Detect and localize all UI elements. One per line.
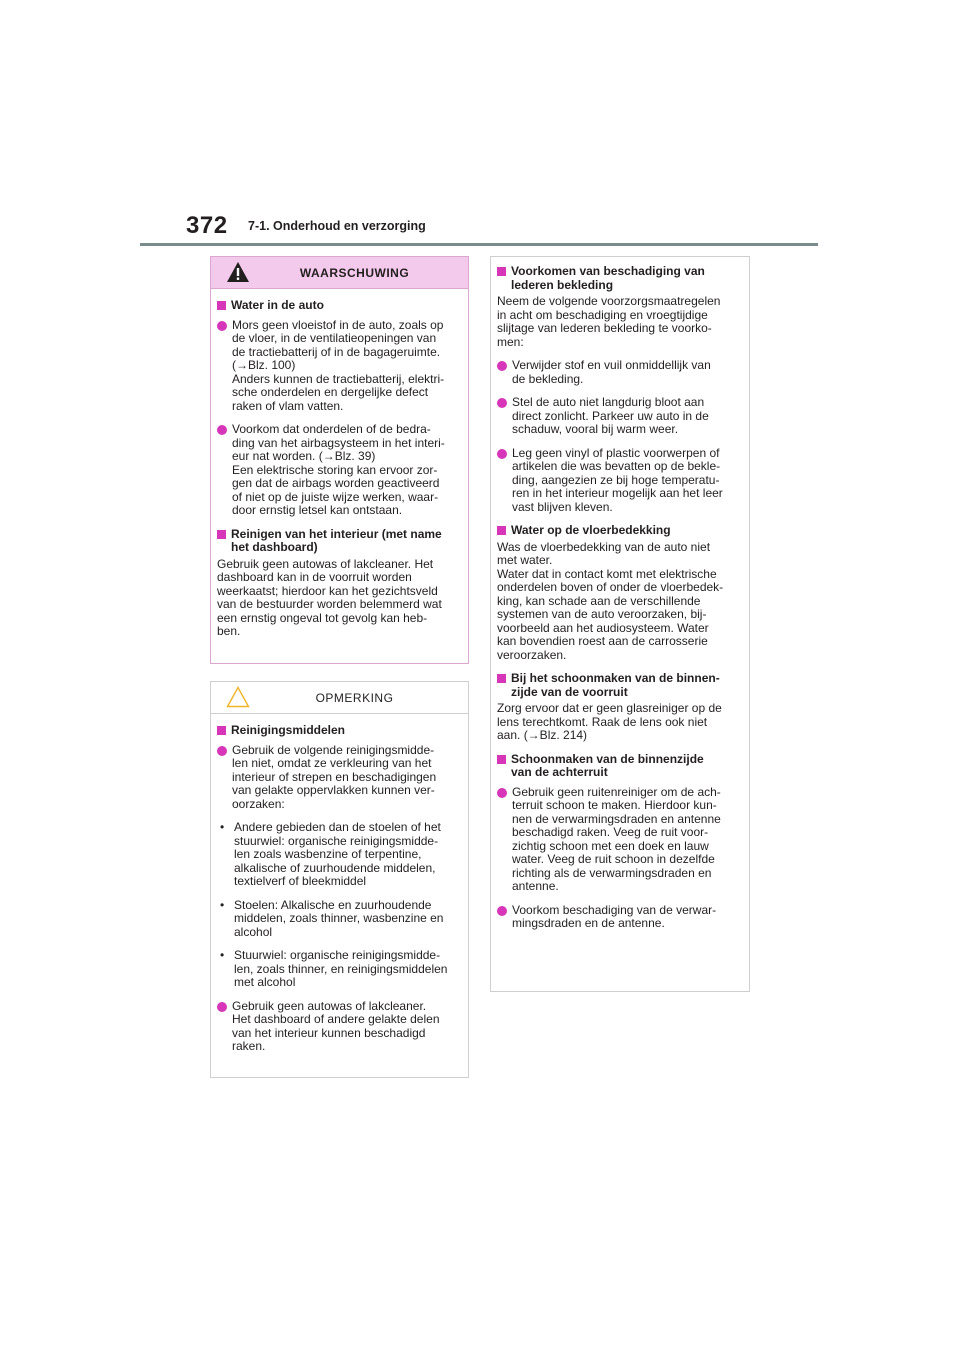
right-bullet-sunlight: [497, 396, 744, 437]
bullet-text: Voorkom beschadiging van de verwar- mingsdraden en de antenne.: [512, 902, 717, 930]
circle-bullet-icon: [497, 449, 507, 459]
bullet-text: Leg geen vinyl of plastic voorwerpen of artikelen die was bevatten op de bekle- ding, aangezien ze bij hoge temperatu- ren in het interieur mogelijk aan het leer vast blijven kleven.: [512, 445, 723, 514]
bullet-text: Gebruik de volgende reinigingsmidde- len niet, omdat ze verkleuring van het interieur of strepen en beschadigingen van gelakte oppervlakken kunnen ver- oorzaken:: [232, 742, 437, 811]
note-sub-item-steering-wheel: [217, 949, 463, 990]
bullet-text: Voorkom dat onderdelen of de bedra- ding van het airbagsysteem in het interi- eur nat worden. (→Blz. 39) Een elektrische storing kan ervoor zor- gen dat de airbags worden geactiveerd of niet op de juiste wijze werken, waar- door ernstig letsel kan ontstaan.: [232, 422, 445, 517]
heading-text: Reinigingsmiddelen: [231, 723, 346, 737]
circle-bullet-icon: [497, 361, 507, 371]
right-bullet-vinyl: [497, 447, 744, 515]
heading-text: Reinigen van het interieur (met name het dashboard): [231, 526, 442, 554]
right-bullet-rear-window: [497, 786, 744, 894]
circle-bullet-icon: [217, 746, 227, 756]
warning-paragraph-dashboard: Gebruik geen autowas of lakcleaner. Het dashboard kan in de voorruit worden weerkaatst; hierdoor kan het gezichtsveld van de bestuurder worden belemmerd wat een ernstig ongeval tot gevolg kan heb- ben.: [217, 556, 442, 638]
note-header: [211, 682, 468, 714]
right-paragraph-leather: Neem de volgende voorzorgsmaatregelen in acht om beschadiging en vroegtijdige slijtage van lederen bekleding te voorko- men:: [497, 294, 721, 349]
warning-bullet-airbag: [217, 423, 463, 518]
square-bullet-icon: [497, 674, 506, 683]
note-sub-item-other-areas: [217, 821, 463, 889]
square-bullet-icon: [217, 530, 226, 539]
note-box: [210, 681, 469, 1078]
square-bullet-icon: [217, 726, 226, 735]
sub-bullet: •: [220, 897, 225, 912]
warning-heading-dashboard: [217, 528, 463, 555]
square-bullet-icon: [497, 755, 506, 764]
heading-text: Schoonmaken van de binnenzijde van de achterruit: [511, 751, 704, 779]
circle-bullet-icon: [497, 906, 507, 916]
section-title: 7-1. Onderhoud en verzorging: [248, 219, 426, 233]
right-heading-leather: [497, 265, 744, 292]
bullet-text: Verwijder stof en vuil onmiddellijk van de bekleding.: [512, 358, 711, 386]
warning-box: [210, 256, 469, 664]
warning-bullet-spill: [217, 319, 463, 414]
heading-text: Water op de vloerbedekking: [511, 523, 671, 537]
note-heading-cleaners: [217, 724, 463, 738]
circle-bullet-icon: [497, 788, 507, 798]
warning-triangle-icon: [226, 261, 250, 283]
right-bullet-dust: [497, 359, 744, 386]
sub-bullet: •: [220, 820, 225, 834]
square-bullet-icon: [217, 301, 226, 310]
square-bullet-icon: [497, 267, 506, 276]
heading-text: Bij het schoonmaken van de binnen- zijde van de voorruit: [511, 671, 720, 699]
circle-bullet-icon: [217, 321, 227, 331]
warning-header: [211, 257, 468, 289]
right-column-box: [490, 256, 750, 992]
right-heading-windshield: [497, 672, 744, 699]
right-bullet-heating-wires: [497, 904, 744, 931]
warning-title: WAARSCHUWING: [299, 265, 410, 280]
bullet-text: Gebruik geen ruitenreiniger om de ach- terruit schoon te maken. Hierdoor kun- nen de verwarmingsdraden en antenne beschadigd raken. Veeg de ruit voor- zichtig schoon met een doek en lauw water. Veeg de ruit schoon in dezelfde richting als de verwarmingsdraden en antenne.: [512, 784, 721, 893]
right-content: [491, 257, 749, 931]
header-rule: [140, 243, 818, 246]
bullet-text: Gebruik geen autowas of lakcleaner. Het dashboard of andere gelakte delen van het interieur kunnen beschadigd raken.: [232, 998, 440, 1053]
sub-item-text: Andere gebieden dan de stoelen of het stuurwiel: organische reinigingsmidde- len zoals wasbenzine of terpentine, alkalische of zuurhoudende middelen, textielverf of bleekmiddel: [234, 820, 441, 888]
circle-bullet-icon: [217, 1002, 227, 1012]
warning-content: [211, 289, 468, 639]
note-sub-item-seats: [217, 899, 463, 940]
warning-heading-water: [217, 299, 463, 313]
circle-bullet-icon: [497, 398, 507, 408]
note-content: [211, 714, 468, 1054]
right-heading-rear-window: [497, 753, 744, 780]
sub-item-text: Stoelen: Alkalische en zuurhoudende middelen, zoals thinner, wasbenzine en alcohol: [234, 897, 444, 939]
note-bullet-agents: [217, 744, 463, 812]
bullet-text: Mors geen vloeistof in de auto, zoals op de vloer, in de ventilatieopeningen van de tractiebatterij of in de bagageruimte. (→Blz. 100) Anders kunnen de tractiebatterij, elektri- sche onderdelen en dergelijke defect raken of vlam vatten.: [232, 317, 445, 413]
square-bullet-icon: [497, 526, 506, 535]
right-heading-floor: [497, 524, 744, 538]
heading-text: Voorkomen van beschadiging van lederen bekleding: [511, 264, 705, 292]
heading-text: Water in de auto: [231, 298, 324, 312]
note-bullet-carwash: [217, 1000, 463, 1054]
sub-item-text: Stuurwiel: organische reinigingsmidde- len, zoals thinner, en reinigingsmiddelen met alcohol: [234, 948, 448, 989]
page-number: 372: [186, 212, 228, 239]
caution-triangle-icon: [226, 686, 250, 708]
bullet-text: Stel de auto niet langdurig bloot aan direct zonlicht. Parkeer uw auto in de schaduw, vooral bij warm weer.: [512, 395, 709, 436]
sub-bullet: •: [220, 948, 225, 962]
circle-bullet-icon: [217, 425, 227, 435]
right-paragraph-floor: Was de vloerbedekking van de auto niet met water. Water dat in contact komt met elektrische onderdelen boven of onder de vloerbedek- king, kan schade aan de verschillende systemen van de auto veroorzaken, bij- voorbeeld aan het audiosysteem. Water kan bovendien roest aan de carrosserie veroorzaken.: [497, 539, 724, 662]
note-title: OPMERKING: [315, 690, 394, 705]
right-paragraph-windshield: Zorg ervoor dat er geen glasreiniger op de lens terechtkomt. Raak de lens ook niet aan. (→Blz. 214): [497, 701, 722, 742]
